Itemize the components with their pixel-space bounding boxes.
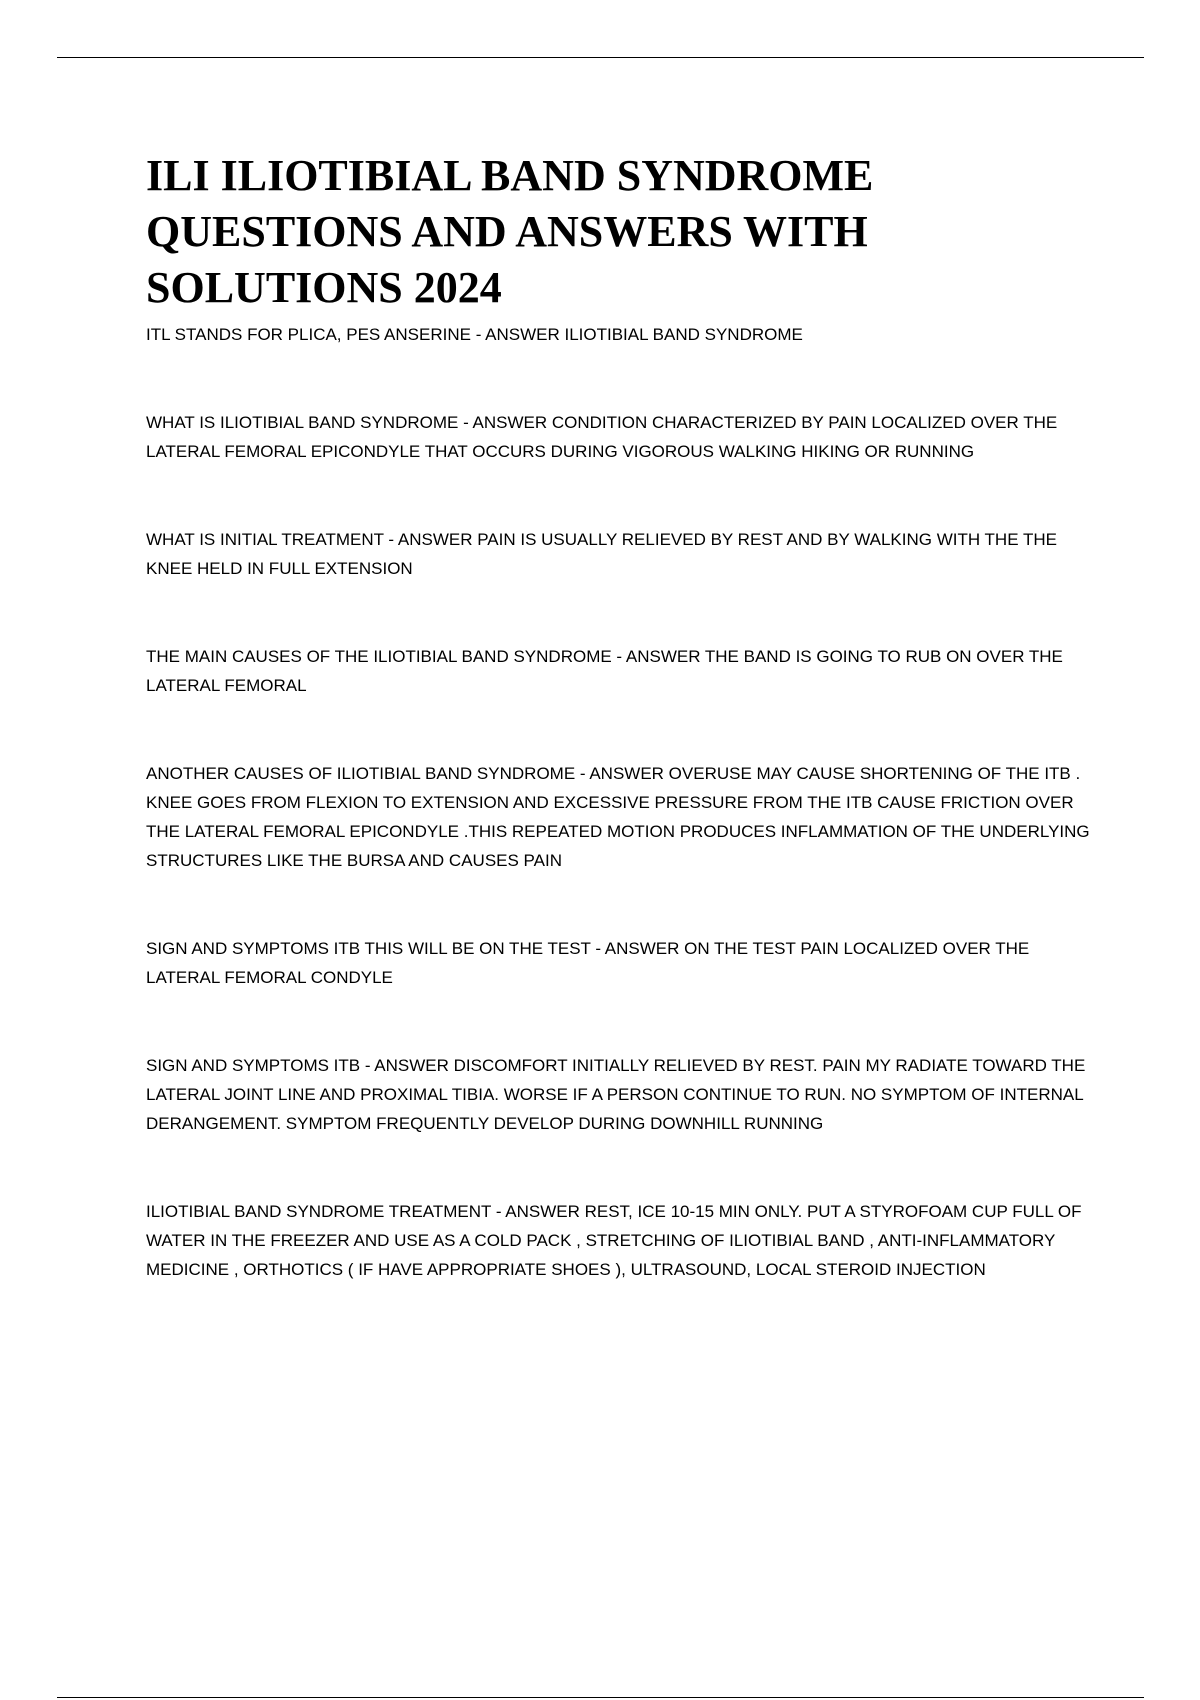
qa-item-6: SIGN AND SYMPTOMS ITB THIS WILL BE ON THE TEST - ANSWER ON THE TEST PAIN LOCALIZED OVER THE LATERAL FEMORAL CONDYLE bbox=[146, 939, 1030, 987]
top-divider bbox=[57, 57, 1144, 58]
qa-item-3: WHAT IS INITIAL TREATMENT - ANSWER PAIN IS USUALLY RELIEVED BY REST AND BY WALKING WITH THE THE KNEE HELD IN FULL EXTENSION bbox=[146, 530, 1057, 578]
bottom-divider bbox=[57, 1697, 1144, 1698]
qa-item-8: ILIOTIBIAL BAND SYNDROME TREATMENT - ANSWER REST, ICE 10-15 MIN ONLY. PUT A STYROFOAM CUP FULL OF WATER IN THE FREEZER AND USE AS A COLD PACK , STRETCHING OF ILIOTIBIAL BAND , ANTI-INFLAMMATORY MEDICINE , ORTHOTICS ( IF HAVE APPROPRIATE SHOES ), ULTRASOUND, LOCAL STEROID INJECTION bbox=[146, 1202, 1082, 1279]
qa-item-2: WHAT IS ILIOTIBIAL BAND SYNDROME - ANSWER CONDITION CHARACTERIZED BY PAIN LOCALIZED OVER THE LATERAL FEMORAL EPICONDYLE THAT OCCURS DURING VIGOROUS WALKING HIKING OR RUNNING bbox=[146, 413, 1058, 461]
qa-list bbox=[146, 320, 1096, 1284]
qa-item-1: ITL STANDS FOR PLICA, PES ANSERINE - ANSWER ILIOTIBIAL BAND SYNDROME bbox=[146, 325, 803, 344]
qa-item-5: ANOTHER CAUSES OF ILIOTIBIAL BAND SYNDROME - ANSWER OVERUSE MAY CAUSE SHORTENING OF THE ITB . KNEE GOES FROM FLEXION TO EXTENSION AND EXCESSIVE PRESSURE FROM THE ITB CAUSE FRICTION OVER THE LATERAL FEMORAL EPICONDYLE .THIS REPEATED MOTION PRODUCES INFLAMMATION OF THE UNDERLYING STRUCTURES LIKE THE BURSA AND CAUSES PAIN bbox=[146, 764, 1090, 870]
qa-item-7: SIGN AND SYMPTOMS ITB - ANSWER DISCOMFORT INITIALLY RELIEVED BY REST. PAIN MY RADIATE TOWARD THE LATERAL JOINT LINE AND PROXIMAL TIBIA. WORSE IF A PERSON CONTINUE TO RUN. NO SYMPTOM OF INTERNAL DERANGEMENT. SYMPTOM FREQUENTLY DEVELOP DURING DOWNHILL RUNNING bbox=[146, 1056, 1086, 1133]
qa-item-4: THE MAIN CAUSES OF THE ILIOTIBIAL BAND SYNDROME - ANSWER THE BAND IS GOING TO RUB ON OVER THE LATERAL FEMORAL bbox=[146, 647, 1063, 695]
document-body bbox=[146, 148, 1096, 1284]
document-title: ILI ILIOTIBIAL BAND SYNDROME QUESTIONS AND ANSWERS WITH SOLUTIONS 2024 bbox=[146, 151, 874, 312]
